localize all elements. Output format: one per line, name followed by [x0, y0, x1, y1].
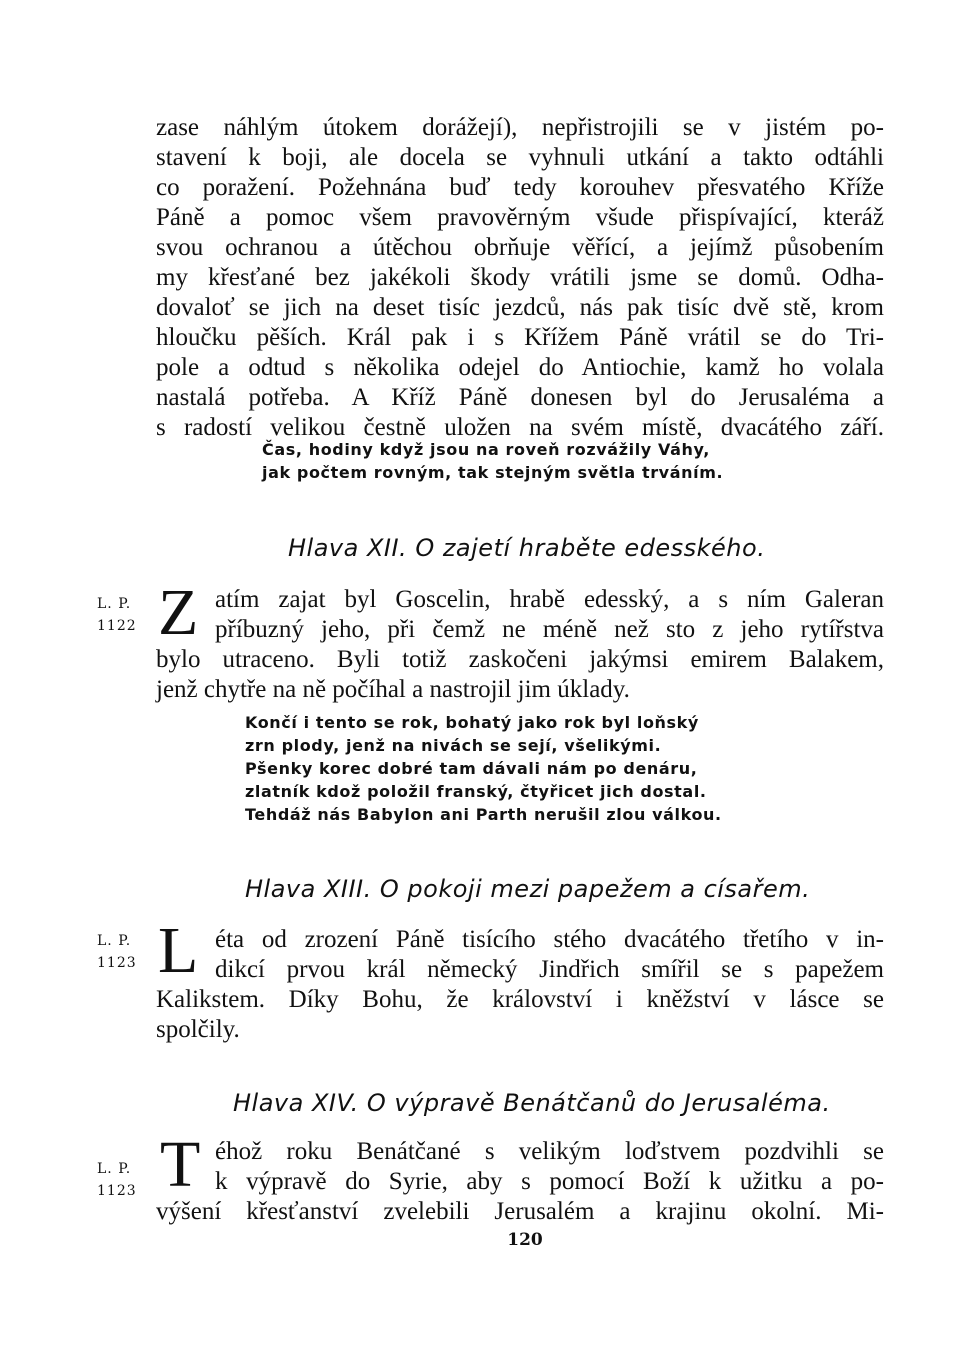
chapter-heading: Hlava XIII. O pokoji mezi papežem a císařem.	[245, 875, 811, 903]
text-line: dikcí prvou král německý Jindřich smířil se s papežem	[215, 956, 884, 983]
margin-label: L. P.	[97, 596, 132, 612]
text-line: výšení křesťanství zvelebili Jerusalém a krajinu okolní. Mi-	[156, 1198, 884, 1225]
text-line: my křesťané bez jakékoli škody vrátili jsme se domů. Odha-	[156, 264, 884, 291]
text-line: pole a odtud s několika odejel do Antiochie, kamž ho volala	[156, 354, 884, 381]
text-line: co poražení. Požehnána buď tedy korouhev přesvatého Kříže	[156, 174, 884, 201]
verse-line: zlatník kdož položil franský, čtyřicet jich dostal.	[245, 782, 707, 801]
margin-note-year	[97, 1158, 157, 1202]
text-line: éhož roku Benátčané s velikým loďstvem pozdvihli se	[215, 1138, 884, 1165]
text-line: bylo utraceno. Byli totiž zaskočeni jakýmsi emirem Balakem,	[156, 646, 884, 673]
text-line: jenž chytře na ně počíhal a nastrojil jim úklady.	[156, 676, 630, 703]
verse-line: jak počtem rovným, tak stejným světla trváním.	[262, 463, 724, 482]
text-line: atím zajat byl Goscelin, hrabě edesský, a s ním Galeran	[215, 586, 884, 613]
drop-capital: Z	[158, 576, 199, 649]
text-line: Páně a pomoc všem pravověrným všude přispívající, kteráž	[156, 204, 884, 231]
verse-line: Čas, hodiny když jsou na roveň rozvážily Váhy,	[262, 440, 710, 459]
chapter-heading: Hlava XIV. O výpravě Benátčanů do Jerusaléma.	[233, 1089, 831, 1117]
text-line: éta od zrození Páně tisícího stého dvacátého třetího v in-	[215, 926, 884, 953]
verse-line: Končí i tento se rok, bohatý jako rok byl loňský	[245, 713, 699, 732]
text-line: k výpravě do Syrie, aby s pomocí Boží k užitku a po-	[215, 1168, 884, 1195]
text-line: dovaloť se jich na deset tisíc jezdců, nás pak tisíc dvě stě, krom	[156, 294, 884, 321]
margin-year: 1122	[97, 618, 137, 634]
margin-note-year	[97, 930, 157, 974]
text-line: příbuzný jeho, při čemž ne méně než sto z jeho rytířstva	[215, 616, 884, 643]
margin-note-year	[97, 593, 157, 637]
verse-line: zrn plody, jenž na nivách se sejí, všelikými.	[245, 736, 662, 755]
page-number: 120	[507, 1230, 543, 1250]
margin-label: L. P.	[97, 933, 132, 949]
verse-line: Pšenky korec dobré tam dávali nám po denáru,	[245, 759, 698, 778]
chapter-heading: Hlava XII. O zajetí hraběte edesského.	[288, 534, 766, 562]
margin-year: 1123	[97, 1183, 137, 1199]
drop-capital: L	[158, 914, 199, 987]
text-line: Kalikstem. Díky Bohu, že království i kněžství v lásce se	[156, 986, 884, 1013]
text-line: s radostí velikou čestně uložen na svém místě, dvacátého září.	[156, 414, 884, 441]
text-line: spolčily.	[156, 1016, 240, 1043]
drop-capital: T	[160, 1128, 201, 1201]
margin-label: L. P.	[97, 1161, 132, 1177]
verse-line: Tehdáž nás Babylon ani Parth nerušil zlou válkou.	[245, 805, 722, 824]
text-line: hloučku pěších. Král pak i s Křížem Páně vrátil se do Tri-	[156, 324, 884, 351]
margin-year: 1123	[97, 955, 137, 971]
text-line: stavení k boji, ale docela se vyhnuli utkání a takto odtáhli	[156, 144, 884, 171]
text-line: nastalá potřeba. A Kříž Páně donesen byl do Jerusaléma a	[156, 384, 884, 411]
text-line: svou ochranou a útěchou obrňuje věřící, a jejímž působením	[156, 234, 884, 261]
text-line: zase náhlým útokem dorážejí), nepřistrojili se v jistém po-	[156, 114, 884, 141]
